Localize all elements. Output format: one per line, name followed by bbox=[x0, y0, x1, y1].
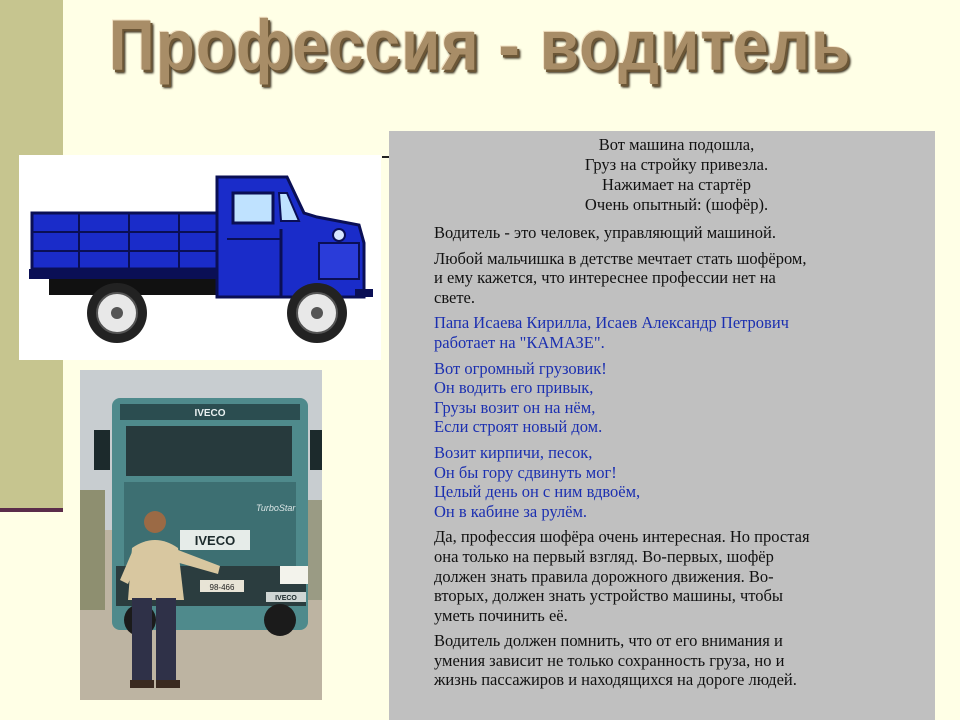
intro-poem bbox=[434, 135, 919, 215]
paragraph-knowledge bbox=[434, 527, 919, 625]
photo-brand-top: IVECO bbox=[194, 408, 226, 419]
poem-line: Очень опытный: (шофёр). bbox=[584, 195, 769, 214]
text-line: и ему кажется, что интереснее профессии нет на bbox=[434, 268, 776, 288]
paragraph-responsibility bbox=[434, 631, 919, 690]
truck-illustration bbox=[19, 155, 381, 360]
stanza-line: Вот огромный грузовик! bbox=[434, 358, 607, 378]
text-line: вторых, должен знать устройство машины, чтобы bbox=[434, 586, 783, 606]
photo-plate: 98-466 bbox=[209, 583, 235, 592]
text-line: должен знать правила дорожного движения. Во- bbox=[434, 566, 774, 586]
photo-model-badge: TurboStar bbox=[256, 503, 296, 513]
text-line: работает на "КАМАЗЕ". bbox=[434, 332, 605, 352]
text-line: Водитель должен помнить, что от его внимания и bbox=[434, 631, 783, 651]
stanza-line: Он в кабине за рулём. bbox=[434, 501, 588, 521]
stanza-line: Целый день он с ним вдвоём, bbox=[434, 482, 641, 502]
poem-line: Вот машина подошла, bbox=[598, 135, 755, 154]
stanza-truck bbox=[434, 359, 919, 437]
text-line: умения зависит не только сохранность груза, но и bbox=[434, 650, 785, 670]
text-line: она только на первый взгляд. Во-первых, шофёр bbox=[434, 546, 774, 566]
stanza-line: Он бы гору сдвинуть мог! bbox=[434, 462, 617, 482]
text-panel bbox=[389, 131, 935, 720]
text-line: свете. bbox=[434, 287, 476, 307]
stanza-line: Он водить его привык, bbox=[434, 378, 594, 398]
photo-brand-grille: IVECO bbox=[194, 533, 236, 548]
stanza-bricks bbox=[434, 443, 919, 521]
text-line: Да, профессия шофёра очень интересная. Но простая bbox=[434, 527, 810, 547]
text-line: Папа Исаева Кирилла, Исаев Александр Петрович bbox=[434, 313, 789, 333]
stanza-line: Если строят новый дом. bbox=[434, 417, 603, 437]
driver-photo bbox=[80, 370, 322, 700]
stanza-line: Грузы возит он на нём, bbox=[434, 397, 596, 417]
text-line: уметь починить её. bbox=[434, 605, 568, 625]
paragraph-definition bbox=[434, 223, 919, 243]
text-line: жизнь пассажиров и находящихся на дороге людей. bbox=[434, 670, 797, 690]
text-line: Водитель - это человек, управляющий машиной. bbox=[434, 223, 776, 242]
left-decor-line bbox=[0, 508, 63, 512]
page-title: Профессия - водитель bbox=[108, 4, 852, 86]
poem-line: Нажимает на стартёр bbox=[602, 175, 751, 194]
paragraph-dream bbox=[434, 249, 919, 308]
text-line: Любой мальчишка в детстве мечтает стать шофёром, bbox=[434, 248, 807, 268]
blue-truck-icon bbox=[19, 155, 381, 360]
photo-bumper-logo: IVECO bbox=[275, 595, 297, 602]
poem-line: Груз на стройку привезла. bbox=[584, 155, 769, 174]
iveco-truck-photo bbox=[80, 370, 322, 700]
stanza-line: Возит кирпичи, песок, bbox=[434, 442, 593, 462]
paragraph-father bbox=[434, 313, 919, 352]
